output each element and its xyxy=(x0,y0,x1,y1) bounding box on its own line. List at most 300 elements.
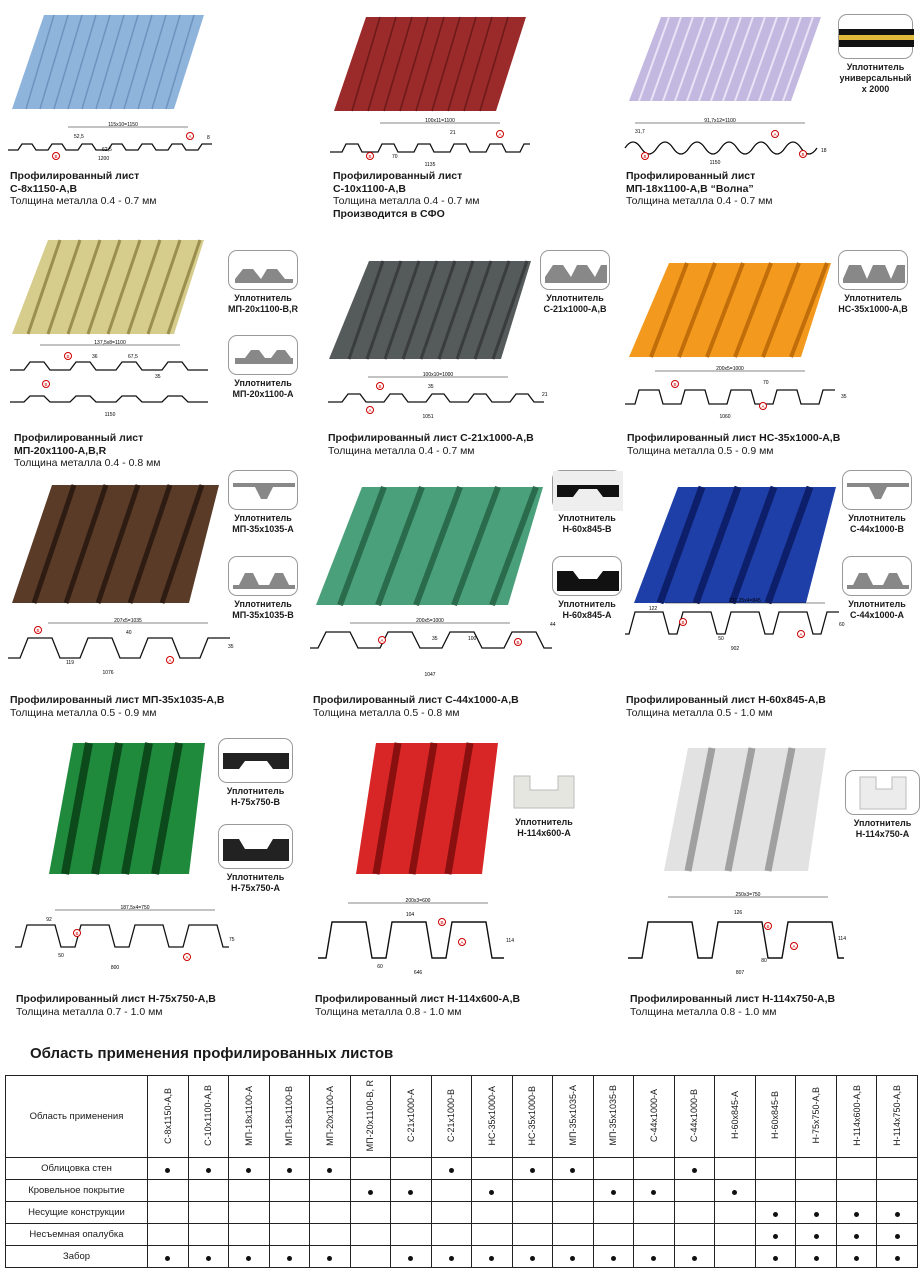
applicable-dot xyxy=(246,1168,251,1173)
table-cell xyxy=(634,1180,675,1202)
table-cell xyxy=(715,1246,756,1268)
table-cell xyxy=(674,1180,715,1202)
sheet-image xyxy=(625,260,835,360)
seal-image xyxy=(842,556,912,596)
table-cell xyxy=(472,1224,513,1246)
seal-image xyxy=(838,250,908,290)
dim-height: 44 xyxy=(550,622,556,628)
marker-b: В xyxy=(368,154,372,159)
applicable-dot xyxy=(570,1168,575,1173)
applicable-dot xyxy=(327,1168,332,1173)
seal-h75b xyxy=(218,738,293,808)
table-cell xyxy=(148,1224,189,1246)
table-cell xyxy=(148,1202,189,1224)
caption xyxy=(630,993,835,1018)
applicable-dot xyxy=(570,1256,575,1261)
applicable-dot xyxy=(854,1256,859,1261)
table-cell xyxy=(431,1224,472,1246)
caption xyxy=(627,432,840,457)
table-cell xyxy=(148,1158,189,1180)
table-cell xyxy=(188,1180,229,1202)
seal-label: Уплотнитель С-44х1000-В xyxy=(848,513,906,534)
table-row xyxy=(6,1180,918,1202)
table-cell xyxy=(553,1202,594,1224)
seal-label: Уплотнитель Н-114х600-А xyxy=(515,817,573,838)
applicable-dot xyxy=(895,1212,900,1217)
product-name: Профилированный лист С-21х1000-А,В xyxy=(328,432,534,444)
profile-drawing xyxy=(310,618,560,680)
seal-label: Уплотнитель С-21х1000-А,В xyxy=(543,293,607,314)
table-cell xyxy=(836,1224,877,1246)
table-cell xyxy=(553,1246,594,1268)
marker-b: В xyxy=(673,382,677,387)
dim-total: 646 xyxy=(413,970,423,976)
dim-height: 18 xyxy=(821,148,827,154)
usage-table xyxy=(5,1075,918,1268)
applicable-dot xyxy=(814,1256,819,1261)
table-cell xyxy=(350,1158,391,1180)
product-model: МП-20х1100-А,В,R xyxy=(14,444,107,457)
marker-a: А xyxy=(168,658,172,663)
dim-height: 75 xyxy=(229,937,235,943)
table-cell xyxy=(634,1158,675,1180)
table-cell xyxy=(674,1158,715,1180)
table-cell xyxy=(836,1246,877,1268)
table-cell xyxy=(472,1158,513,1180)
thickness: Толщина металла 0.8 - 1.0 мм xyxy=(315,1005,462,1018)
applicable-dot xyxy=(165,1168,170,1173)
dim-b: 100 xyxy=(468,636,477,642)
table-cell xyxy=(310,1224,351,1246)
dim-a: 70 xyxy=(763,380,769,386)
marker-a: А xyxy=(761,404,765,409)
sheet-image xyxy=(330,14,530,114)
applicable-dot xyxy=(611,1190,616,1195)
profile-drawing xyxy=(625,366,850,422)
column-header: Н-114х750-А,В xyxy=(877,1076,918,1158)
seal-h60b xyxy=(552,470,622,535)
table-cell xyxy=(715,1180,756,1202)
column-header: Н-75х750-А,В xyxy=(796,1076,837,1158)
marker-b: В xyxy=(44,382,48,387)
column-header: НС-35х1000-А xyxy=(472,1076,513,1158)
table-cell xyxy=(431,1158,472,1180)
applicable-dot xyxy=(692,1168,697,1173)
dim-b: 62,5 xyxy=(102,147,112,153)
table-cell xyxy=(188,1202,229,1224)
dim-a: 92 xyxy=(46,917,52,923)
dim-total: 807 xyxy=(735,970,745,976)
sheet-image xyxy=(45,740,210,878)
caption xyxy=(10,694,224,719)
product-name: Профилированный лист Н-114х750-А,В xyxy=(630,993,836,1005)
applicable-dot xyxy=(408,1256,413,1261)
profile-drawing xyxy=(625,598,850,680)
table-cell xyxy=(188,1246,229,1268)
product-model: С-10х1100-А,В xyxy=(333,182,406,195)
marker-a: А xyxy=(773,132,777,137)
table-cell xyxy=(674,1246,715,1268)
table-cell xyxy=(269,1180,310,1202)
dim-height: 114 xyxy=(838,936,846,942)
table-head-label: Область применения xyxy=(6,1076,148,1158)
thickness: Толщина металла 0.4 - 0.7 мм xyxy=(333,195,480,207)
caption xyxy=(313,694,519,719)
seal-image xyxy=(218,824,293,869)
table-cell xyxy=(229,1180,270,1202)
column-header: Н-60х845-В xyxy=(755,1076,796,1158)
seal-hc35 xyxy=(838,250,908,315)
table-cell xyxy=(350,1246,391,1268)
table-cell xyxy=(755,1224,796,1246)
profile-drawing xyxy=(318,898,523,978)
dim-b: 119 xyxy=(66,660,74,666)
product-name: Профилированный лист МП-35х1035-А,В xyxy=(10,694,225,706)
marker-a: А xyxy=(380,638,384,643)
table-cell xyxy=(593,1202,634,1224)
dim-a: 104 xyxy=(405,912,415,918)
dim-a: 31,7 xyxy=(635,129,645,135)
table-cell xyxy=(553,1224,594,1246)
table-cell xyxy=(188,1224,229,1246)
dim-total: 1051 xyxy=(422,414,434,420)
table-row xyxy=(6,1224,918,1246)
column-header: МП-35х1035-В xyxy=(593,1076,634,1158)
seal-label: Уплотнитель универсальный х 2000 xyxy=(839,62,912,94)
table-cell xyxy=(472,1180,513,1202)
table-cell xyxy=(310,1180,351,1202)
marker-b: В xyxy=(75,931,79,936)
applicable-dot xyxy=(854,1234,859,1239)
table-cell xyxy=(796,1158,837,1180)
table-cell xyxy=(512,1158,553,1180)
marker-a: А xyxy=(799,632,803,637)
table-cell xyxy=(593,1224,634,1246)
thickness: Толщина металла 0.4 - 0.7 мм xyxy=(328,444,475,457)
seal-label: Уплотнитель МП-35х1035-А xyxy=(232,513,294,534)
row-label: Несущие конструкции xyxy=(6,1202,148,1224)
applicable-dot xyxy=(368,1190,373,1195)
sheet-image xyxy=(325,258,535,363)
dim-height: 114 xyxy=(506,938,514,944)
table-cell xyxy=(391,1158,432,1180)
table-cell xyxy=(634,1202,675,1224)
seal-image xyxy=(228,250,298,290)
applicable-dot xyxy=(773,1256,778,1261)
table-cell xyxy=(877,1224,918,1246)
sheet-image xyxy=(352,740,502,878)
column-header: МП-18х1100-В xyxy=(269,1076,310,1158)
thickness: Толщина металла 0.5 - 0.8 мм xyxy=(313,706,460,719)
table-cell xyxy=(269,1224,310,1246)
dim-top: 137,5х8=1100 xyxy=(94,340,126,346)
dim-b: 50 xyxy=(58,953,64,959)
seal-label: Уплотнитель Н-60х845-В xyxy=(558,513,616,534)
column-header: С-44х1000-В xyxy=(674,1076,715,1158)
column-header: МП-18х1100-А xyxy=(229,1076,270,1158)
marker-b: В xyxy=(681,620,685,625)
production-note: Производится в СФО xyxy=(333,207,445,220)
sheet-image xyxy=(312,484,547,609)
table-cell xyxy=(431,1246,472,1268)
seal-h60a xyxy=(552,556,622,621)
table-cell xyxy=(877,1180,918,1202)
marker-b: В xyxy=(66,354,70,359)
profile-drawing xyxy=(15,905,240,975)
dim-height: 35 xyxy=(841,394,847,400)
dim-top: 115х10=1150 xyxy=(108,122,138,128)
dim-a: 35 xyxy=(428,384,434,390)
applicable-dot xyxy=(814,1212,819,1217)
table-cell xyxy=(391,1224,432,1246)
seal-mp35a xyxy=(228,470,298,535)
caption xyxy=(10,170,157,208)
table-header-row xyxy=(6,1076,918,1158)
applicable-dot xyxy=(449,1168,454,1173)
thickness: Толщина металла 0.4 - 0.8 мм xyxy=(14,457,161,469)
table-cell xyxy=(796,1246,837,1268)
dim-total: 1076 xyxy=(102,670,114,676)
table-cell xyxy=(350,1180,391,1202)
table-row xyxy=(6,1158,918,1180)
applicable-dot xyxy=(814,1234,819,1239)
table-cell xyxy=(553,1158,594,1180)
table-cell xyxy=(350,1224,391,1246)
applicable-dot xyxy=(206,1256,211,1261)
row-label: Кровельное покрытие xyxy=(6,1180,148,1202)
thickness: Толщина металла 0.5 - 1.0 мм xyxy=(626,706,773,719)
column-header: МП-35х1035-А xyxy=(553,1076,594,1158)
seal-image xyxy=(228,556,298,596)
seal-image xyxy=(842,470,912,510)
product-name: Профилированный лист xyxy=(10,170,140,182)
thickness: Толщина металла 0.7 - 1.0 мм xyxy=(16,1005,163,1018)
seal-mp20a xyxy=(228,335,298,400)
table-cell xyxy=(877,1158,918,1180)
column-header: НС-35х1000-В xyxy=(512,1076,553,1158)
marker-b: В xyxy=(54,154,58,159)
column-header: С-8х1150-А,В xyxy=(148,1076,189,1158)
applicable-dot xyxy=(489,1256,494,1261)
column-header: С-10х1100-А,В xyxy=(188,1076,229,1158)
table-cell xyxy=(310,1246,351,1268)
table-cell xyxy=(269,1246,310,1268)
column-header: С-21х1000-В xyxy=(431,1076,472,1158)
table-cell xyxy=(472,1202,513,1224)
thickness: Толщина металла 0.4 - 0.7 мм xyxy=(626,195,773,207)
table-cell xyxy=(229,1158,270,1180)
row-label: Несъемная опалубка xyxy=(6,1224,148,1246)
caption xyxy=(16,993,216,1018)
dim-height: 35 xyxy=(228,644,234,650)
seal-h114-600 xyxy=(508,770,580,839)
table-cell xyxy=(269,1158,310,1180)
dim-total: 1150 xyxy=(104,412,116,418)
dim-top: 200х5=1000 xyxy=(716,366,744,372)
marker-b: В xyxy=(440,920,444,925)
seal-universal xyxy=(838,14,913,95)
dim-height: 60 xyxy=(839,622,845,628)
dim-total: 1047 xyxy=(424,672,436,678)
marker-b: В xyxy=(766,924,770,929)
caption xyxy=(333,170,480,220)
marker-a: А xyxy=(460,940,464,945)
table-cell xyxy=(836,1202,877,1224)
applicable-dot xyxy=(854,1212,859,1217)
caption xyxy=(626,170,773,208)
table-cell xyxy=(148,1246,189,1268)
table-cell xyxy=(350,1202,391,1224)
dim-top: 91,7х12=1100 xyxy=(704,118,736,124)
profile-drawing xyxy=(628,892,853,978)
table-cell xyxy=(593,1158,634,1180)
dim-total: 1150 xyxy=(709,160,721,166)
dim-a: 126 xyxy=(733,910,743,916)
product-model: МП-18х1100-А,В “Волна” xyxy=(626,182,754,195)
profile-drawing xyxy=(328,372,553,422)
applicable-dot xyxy=(246,1256,251,1261)
applicable-dot xyxy=(287,1256,292,1261)
marker-a: А xyxy=(185,955,189,960)
caption xyxy=(14,432,161,470)
applicable-dot xyxy=(165,1256,170,1261)
dim-a: 36 xyxy=(92,354,98,360)
table-cell xyxy=(229,1224,270,1246)
seal-label: Уплотнитель МП-20х1100-В,R xyxy=(228,293,299,314)
dim-b: 50 xyxy=(718,636,724,642)
row-label: Облицовка стен xyxy=(6,1158,148,1180)
sheet-image xyxy=(8,12,208,112)
dim-b: 67,5 xyxy=(128,354,138,360)
applicable-dot xyxy=(287,1168,292,1173)
dim-b: 60 xyxy=(377,964,383,970)
table-cell xyxy=(512,1202,553,1224)
table-cell xyxy=(310,1202,351,1224)
thickness: Толщина металла 0.5 - 0.9 мм xyxy=(627,444,774,457)
table-cell xyxy=(512,1246,553,1268)
thickness: Толщина металла 0.4 - 0.7 мм xyxy=(10,195,157,207)
sheet-image xyxy=(8,482,223,607)
dim-b: 70 xyxy=(392,154,398,160)
seal-label: Уплотнитель Н-75х750-А xyxy=(226,872,285,893)
table-cell xyxy=(148,1180,189,1202)
seal-image xyxy=(552,470,622,510)
table-cell xyxy=(674,1202,715,1224)
table-cell xyxy=(634,1246,675,1268)
seal-label: Уплотнитель Н-60х845-А xyxy=(558,599,616,620)
sheet-image xyxy=(660,745,830,875)
applicable-dot xyxy=(489,1190,494,1195)
product-name: Профилированный лист Н-114х600-А,В xyxy=(315,993,521,1005)
product-name: Профилированный лист xyxy=(14,432,144,444)
dim-top: 211,25х4=845 xyxy=(729,598,761,604)
sheet-image xyxy=(625,14,825,104)
table-row xyxy=(6,1246,918,1268)
table-cell xyxy=(391,1202,432,1224)
table-cell xyxy=(593,1180,634,1202)
marker-b: В xyxy=(643,154,647,159)
seal-h75a xyxy=(218,824,293,894)
dim-b: 80 xyxy=(761,958,767,964)
table-cell xyxy=(755,1202,796,1224)
dim-height: 8 xyxy=(207,135,210,141)
table-cell xyxy=(512,1224,553,1246)
product-name: Профилированный лист xyxy=(333,170,463,182)
seal-label: Уплотнитель НС-35х1000-А,В xyxy=(838,293,908,314)
seal-c44b xyxy=(842,470,912,535)
table-cell xyxy=(593,1246,634,1268)
product-model: С-8х1150-А,В xyxy=(10,182,78,195)
applicable-dot xyxy=(611,1256,616,1261)
applicable-dot xyxy=(530,1168,535,1173)
table-cell xyxy=(391,1246,432,1268)
dim-a: 35 xyxy=(432,636,438,642)
thickness: Толщина металла 0.8 - 1.0 мм xyxy=(630,1005,777,1018)
applicable-dot xyxy=(773,1212,778,1217)
dim-top: 100х11=1100 xyxy=(425,118,455,124)
seal-image xyxy=(552,556,622,596)
dim-top: 207х5=1035 xyxy=(114,618,142,624)
caption xyxy=(626,694,826,719)
table-body xyxy=(6,1158,918,1268)
seal-image xyxy=(838,14,913,59)
row-label: Забор xyxy=(6,1246,148,1268)
seal-mp20b xyxy=(228,250,298,315)
sheet-image xyxy=(630,484,840,607)
profile-drawing xyxy=(8,618,238,678)
table-cell xyxy=(229,1202,270,1224)
table-cell xyxy=(836,1180,877,1202)
applicable-dot xyxy=(773,1234,778,1239)
marker-b: В xyxy=(801,152,805,157)
seal-mp35b xyxy=(228,556,298,621)
table-cell xyxy=(796,1224,837,1246)
product-name: Профилированный лист НС-35х1000-А,В xyxy=(627,432,841,444)
table-cell xyxy=(755,1246,796,1268)
marker-a: А xyxy=(792,944,796,949)
product-name: Профилированный лист Н-60х845-А,В xyxy=(626,694,826,706)
column-header: С-44х1000-А xyxy=(634,1076,675,1158)
table-cell xyxy=(877,1246,918,1268)
marker-a: А xyxy=(498,132,502,137)
dim-a: 21 xyxy=(450,130,456,136)
dim-total: 1200 xyxy=(98,156,110,162)
sheet-image xyxy=(8,237,208,337)
dim-total: 1135 xyxy=(424,162,436,168)
table-cell xyxy=(553,1180,594,1202)
table-title: Область применения профилированных листов xyxy=(30,1045,394,1062)
table-cell xyxy=(715,1202,756,1224)
dim-a: 122 xyxy=(648,606,658,612)
dim-top: 200х3=600 xyxy=(405,898,431,904)
dim-total: 902 xyxy=(730,646,740,652)
table-cell xyxy=(310,1158,351,1180)
seal-label: Уплотнитель МП-20х1100-А xyxy=(232,378,294,399)
table-cell xyxy=(715,1224,756,1246)
caption xyxy=(315,993,520,1018)
applicable-dot xyxy=(651,1190,656,1195)
table-cell xyxy=(431,1202,472,1224)
dim-top: 100х10=1000 xyxy=(422,372,454,378)
seal-label: Уплотнитель Н-75х750-В xyxy=(226,786,285,807)
applicable-dot xyxy=(651,1256,656,1261)
table-cell xyxy=(269,1202,310,1224)
table-cell xyxy=(188,1158,229,1180)
table-cell xyxy=(836,1158,877,1180)
marker-b: В xyxy=(516,640,520,645)
table-cell xyxy=(431,1180,472,1202)
dim-a: 40 xyxy=(126,630,132,636)
